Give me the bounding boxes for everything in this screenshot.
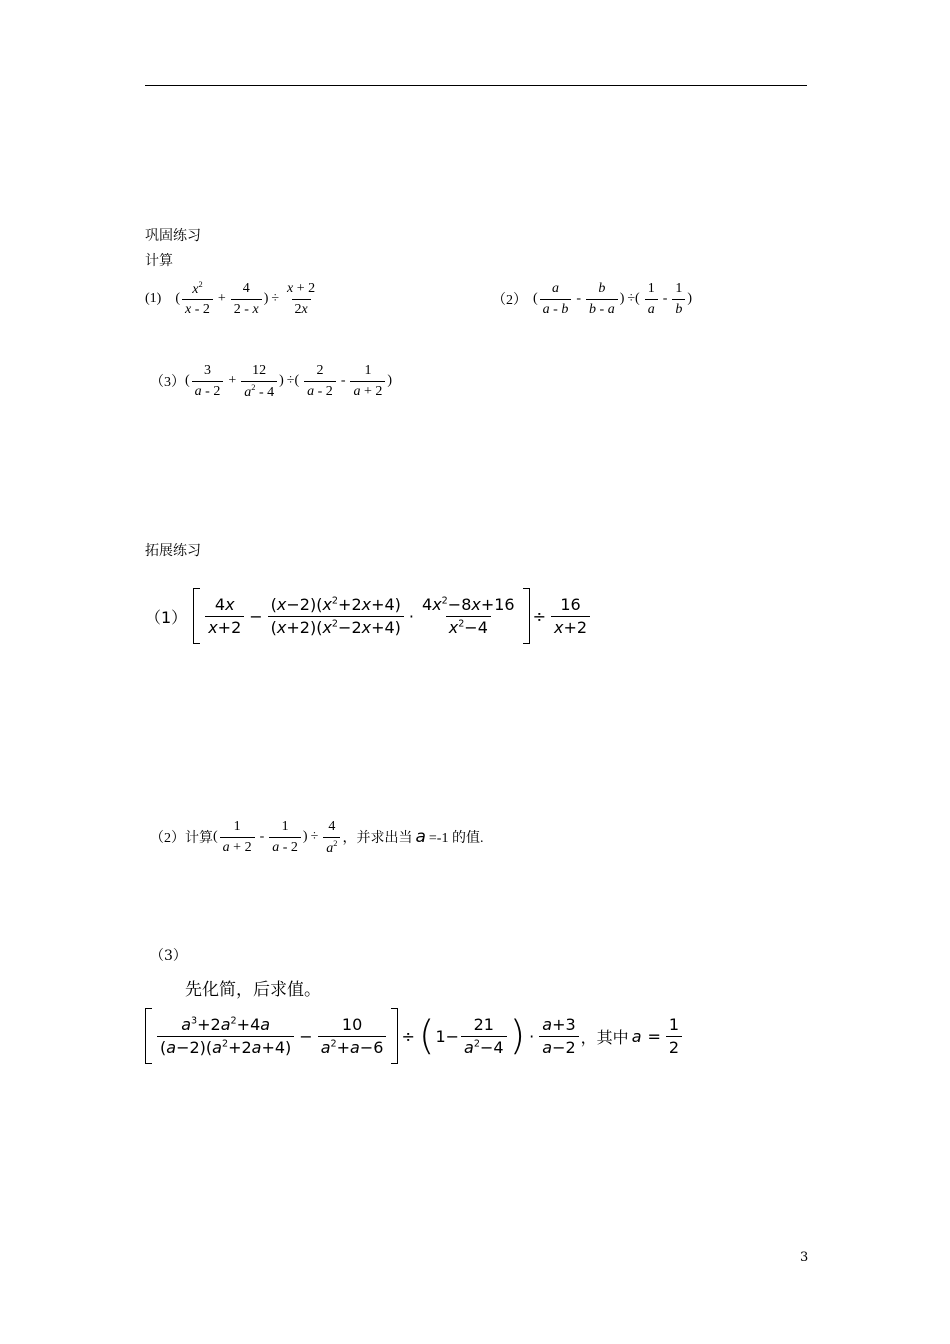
problem-e3-condition: ，其中 [580,1027,629,1047]
page-number: 3 [800,1250,809,1265]
problem-e1-label: （1） [145,607,188,627]
problem-e3: $\frac{a^3+2a^2+4a}{(a-2)(a^2+2a+4)}$ − $\frac{10}{a^2+a-6}$ ÷ ( 1− $\frac{21}{a^2-4}$ ) · $\frac{a+3}{a-2}$ ，其中 a = $\frac{1}{2}$ [145,1008,684,1064]
problem-e2-eq: =-1 的值. [428,831,484,847]
problem-e2: （2）计算 ( $\frac{1}{a + 2}$ - $\frac{1}{a - 2}$ ) ÷ $\frac{4}{a^2}$ ，并求出当 a =-1 的值. [150,819,484,856]
problem-e2-var: a [415,827,426,848]
problem-e3-instruction: 先化简，后求值。 [185,980,321,1000]
section-heading-consolidate: 巩固练习 [145,228,201,244]
problem-e2-label: （2）计算 [150,831,213,847]
problem-e3-var: a [631,1026,642,1046]
problem-c1: (1) ( $\frac{x^2}{x - 2}$ + $\frac{4}{2 - x}$ ) ÷ $\frac{x + 2}{2x}$ [145,280,316,318]
problem-e2-tail: ，并求出当 [342,831,413,847]
problem-e3-eq: = [647,1026,661,1046]
problem-e3-label: （3） [150,948,187,964]
section-heading-calc: 计算 [145,253,173,269]
problem-c3: （3） ( $\frac{3}{a - 2}$ + $\frac{12}{a^2 - 4}$ ) ÷( $\frac{2}{a - 2}$ - $\frac{1}{a + 2}$ ) [150,363,393,400]
problem-c3-label: （3） [150,375,185,391]
problem-c2-label: （2） [492,293,527,308]
section-heading-extend: 拓展练习 [145,543,201,559]
header-rule [145,85,807,86]
problem-e1: （1） $\frac{4x}{x+2}$ − $\frac{(x-2)(x^2+2x+4)}{(x+2)(x^2-2x+4)}$ · $\frac{4x^2-8x+16}{x^2-4}$ ÷ $\frac{16}{x+2}$ [145,588,592,644]
problem-c1-label: (1) [145,291,162,307]
problem-c2: （2） ( $\frac{a}{a - b}$ - $\frac{b}{b - a}$ ) ÷( $\frac{1}{a}$ - $\frac{1}{b}$ ) [492,281,693,317]
